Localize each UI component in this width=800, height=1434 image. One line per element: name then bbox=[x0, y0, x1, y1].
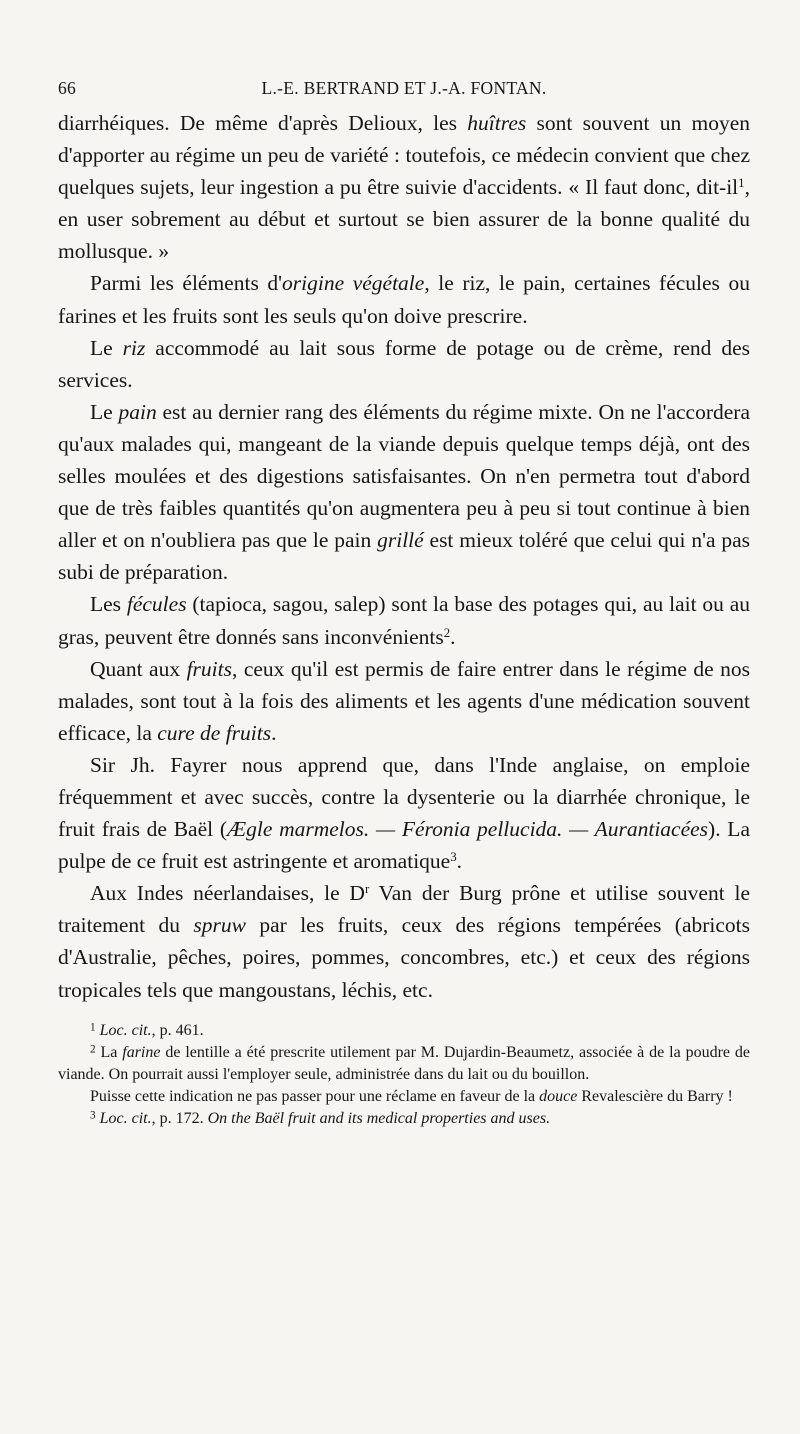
footnote-2: $^2$ La farine de lentille a été prescrite utilement par M. Dujardin-Beaumetz, associée à de la poudre de viande. On pourrait aussi l'employer seule, administrée dans du lait ou du bouillon. bbox=[58, 1043, 751, 1083]
paragraph-origine-vegetale: Parmi les éléments d'origine végétale, le riz, le pain, certaines fécules ou farines et les fruits sont les seuls qu'on doive prescrire. bbox=[58, 271, 750, 328]
paragraph-huitres: diarrhéiques. De même d'après Delioux, les huîtres sont souvent un moyen d'apporter au régime un peu de variété : toutefois, ce médecin convient que chez quelques sujets, leur ingestion a pu être suivie d'accidents. « Il faut donc, dit-$il^1$, en user sobrement au début et surtout se bien assurer de la bonne qualité du mollusque. » bbox=[58, 111, 750, 264]
body-text bbox=[58, 107, 750, 1006]
footnote-ref: 3 bbox=[450, 850, 457, 865]
footnote-2-continued: Puisse cette indication ne pas passer pour une réclame en faveur de la douce Revalescière du Barry ! bbox=[90, 1087, 733, 1105]
paragraph-riz: Le riz accommodé au lait sous forme de potage ou de crème, rend des services. bbox=[58, 335, 750, 392]
footnotes bbox=[58, 1020, 750, 1130]
book-page bbox=[58, 78, 750, 1130]
paragraph-indes-neerlandaises: Aux Indes néerlandaises, le $D^r$ Van der Burg prône et utilise souvent le traitement du spruw par les fruits, ceux des régions tempérées (abricots d'Australie, pêches, poires, pommes, concombres, etc.) et ceux des régions tropicales tels que mangoustans, léchis, etc. bbox=[58, 881, 751, 1002]
page-number: 66 bbox=[58, 78, 77, 98]
running-title: L.-E. BERTRAND ET J.-A. FONTAN. bbox=[261, 78, 547, 98]
paragraph-fruits: Quant aux fruits, ceux qu'il est permis de faire entrer dans le régime de nos malades, sont tout à la fois des aliments et les agents d'une médication souvent efficace, la cure de fruits. bbox=[58, 656, 750, 745]
paragraph-bael: Sir Jh. Fayrer nous apprend que, dans l'Inde anglaise, on emploie fréquemment et avec succès, contre la dysenterie ou la diarrhée chronique, le fruit frais de Baël (Ægle marmelos. — Féronia pellucida. — Aurantiacées). La pulpe de ce fruit est astringente et aromatique$^3$. bbox=[58, 752, 750, 874]
paragraph-fecules: Les fécules (tapioca, sagou, salep) sont la base des potages qui, au lait ou au gras, peuvent être donnés sans inconvénients$^2$. bbox=[58, 592, 750, 649]
footnote-1: $^1$ Loc. cit., p. 461. bbox=[90, 1021, 204, 1039]
paragraph-pain: Le pain est au dernier rang des éléments du régime mixte. On ne l'accordera qu'aux malades qui, mangeant de la viande depuis quelque temps déjà, ont des selles moulées et des digestions satisfaisantes. On n'en permetra tout d'abord que de très faibles quantités qu'on augmentera peu à peu si tout continue à bien aller et on n'oubliera pas que le pain grillé est mieux toléré que celui qui n'a pas subi de préparation. bbox=[58, 399, 750, 585]
running-head bbox=[58, 78, 750, 99]
footnote-3: $^3$ Loc. cit., p. 172. On the Baël fruit and its medical properties and uses. bbox=[90, 1109, 551, 1127]
footnote-ref: 1 bbox=[738, 176, 745, 191]
footnote-ref: 2 bbox=[443, 625, 451, 640]
